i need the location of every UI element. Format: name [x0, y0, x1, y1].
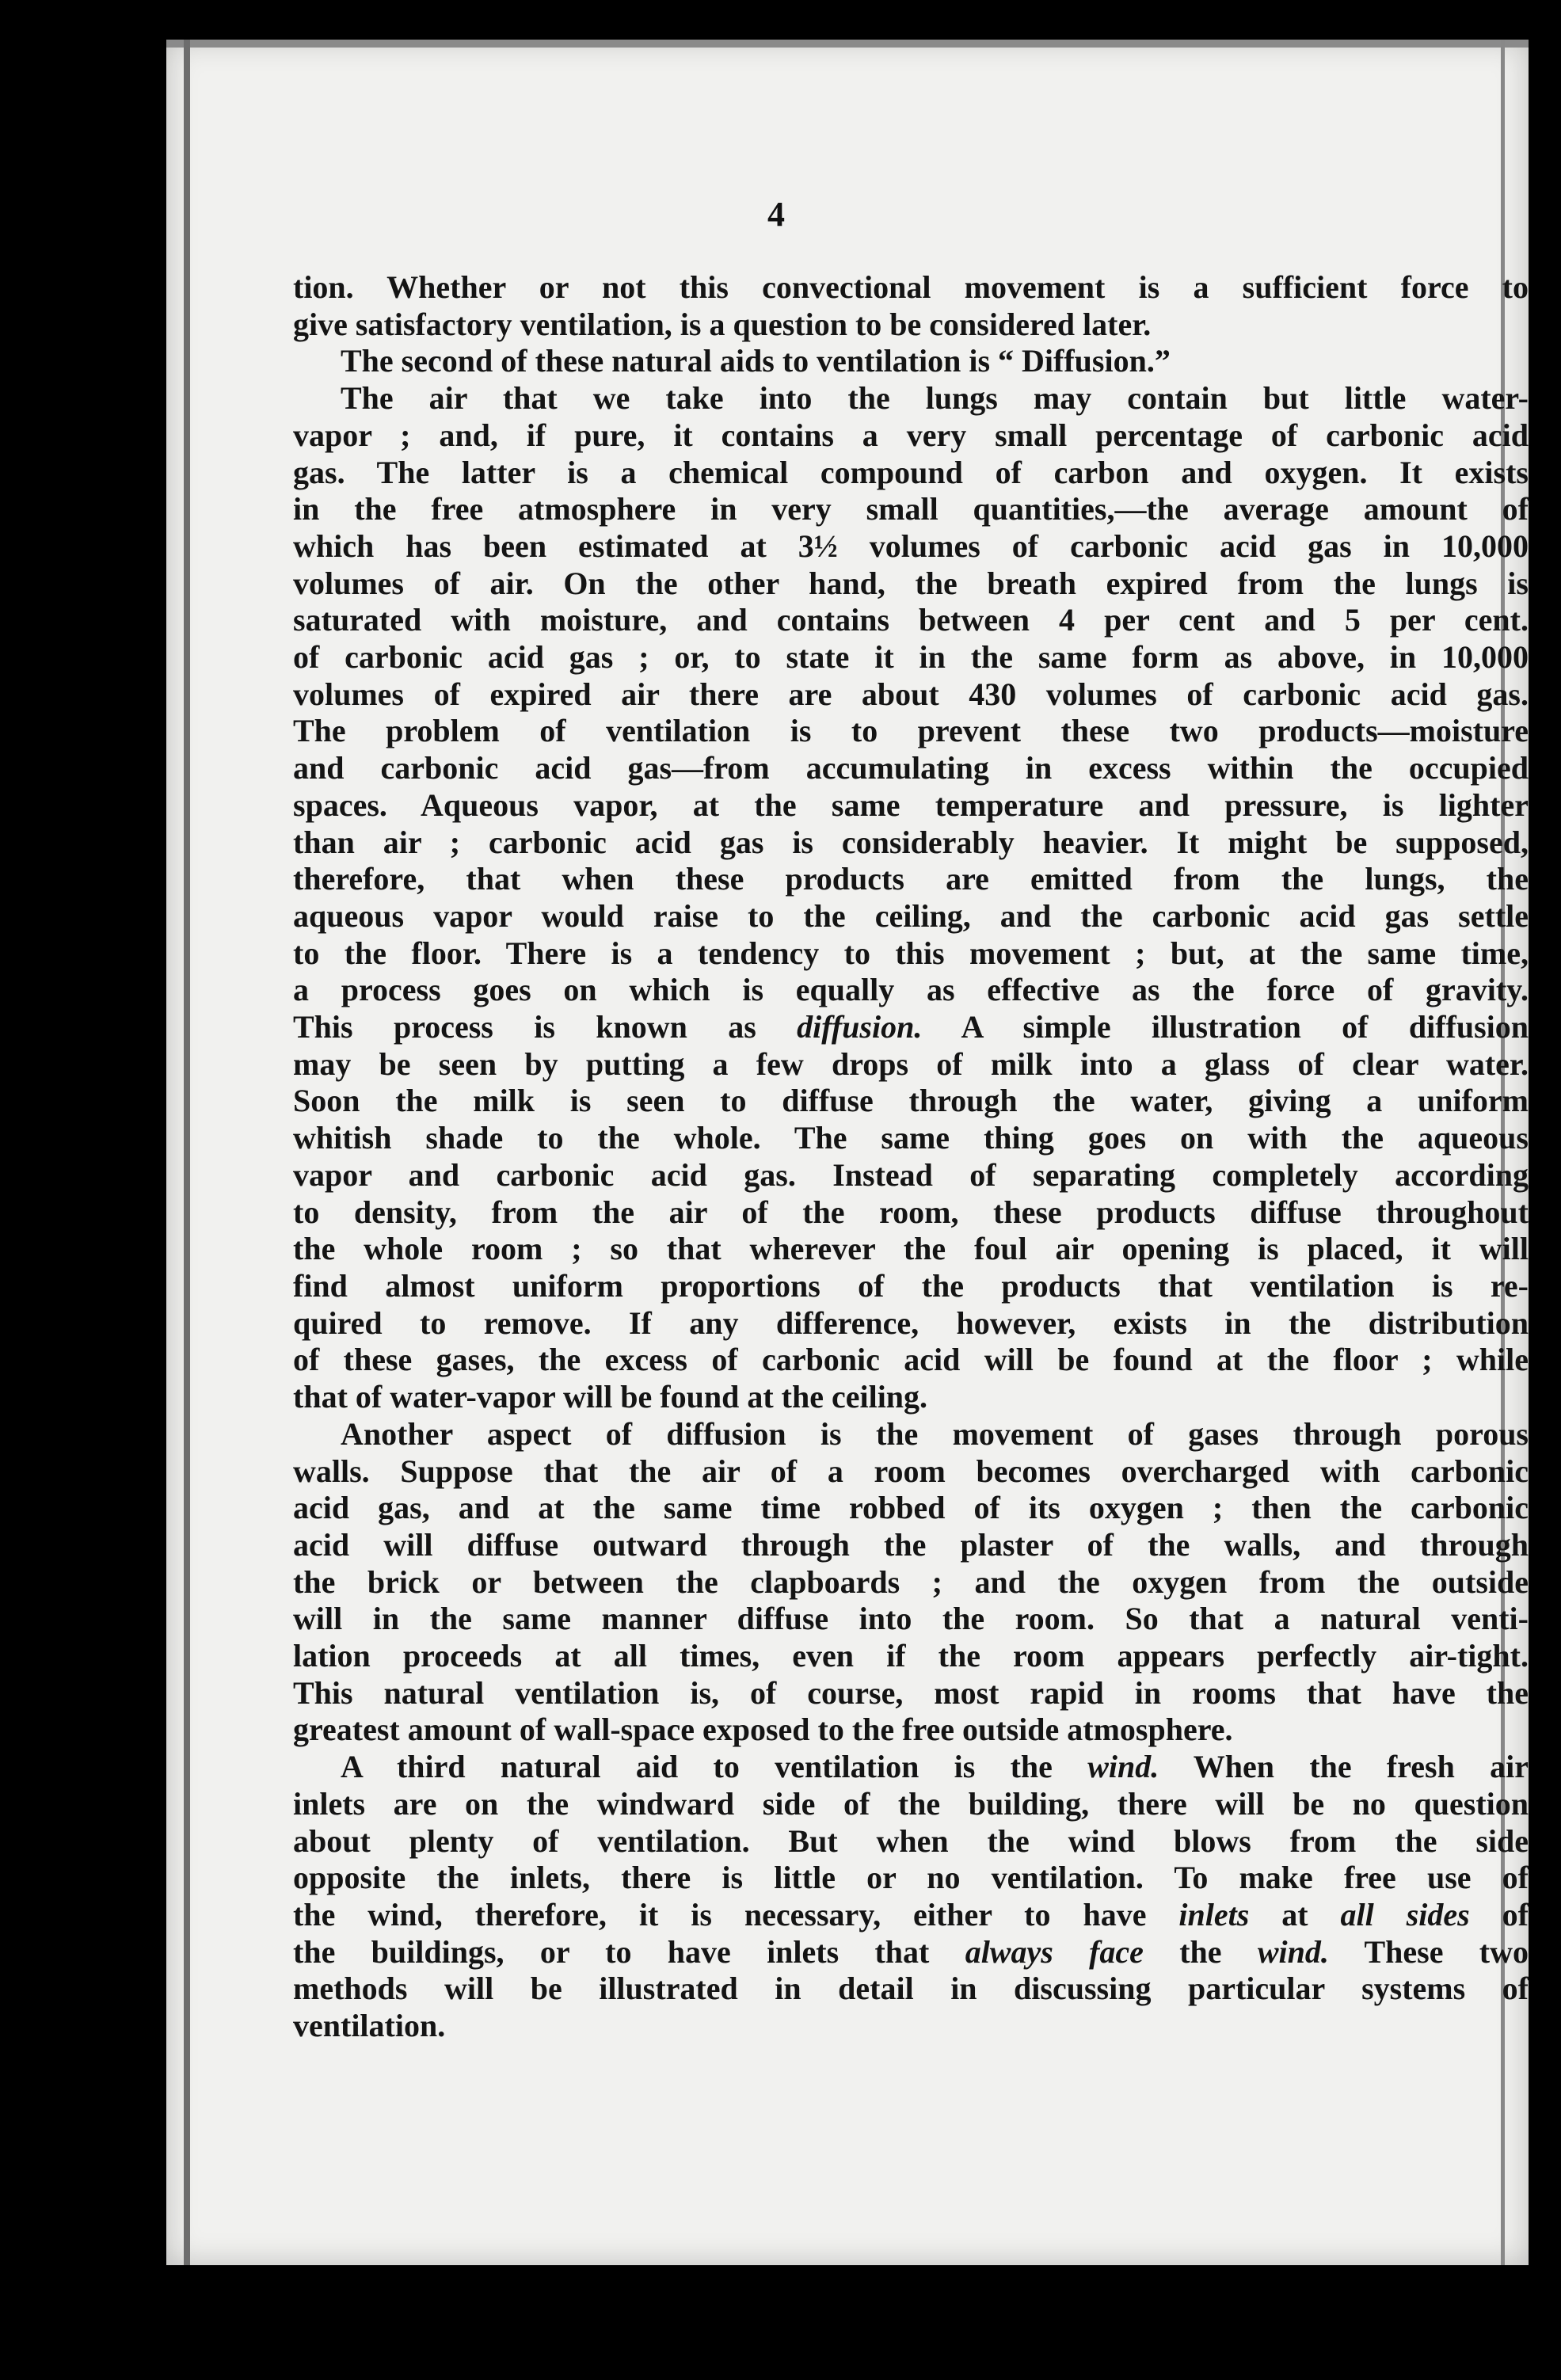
line-text: of carbonic acid gas ; or, to state it in the same form as above, in 10,000 [293, 639, 1529, 676]
line-text: the brick or between the clapboards ; and the oxygen from the outside [293, 1563, 1529, 1600]
text-line [293, 972, 1529, 1009]
line-text: The second of these natural aids to ventilation is “ Diffusion.” [341, 343, 1171, 379]
text-line [293, 1712, 1529, 1749]
text-line [293, 1305, 1529, 1342]
text-line [293, 1564, 1529, 1601]
line-text: acid gas, and at the same time robbed of its oxygen ; then the carbonic [293, 1490, 1529, 1526]
line-text: in the free atmosphere in very small quantities,—the average amount of [293, 491, 1529, 527]
line-text: may be seen by putting a few drops of milk into a glass of clear water. [293, 1045, 1529, 1082]
text-line [293, 1009, 1529, 1046]
text-line [293, 824, 1529, 862]
line-text: Soon the milk is seen to diffuse through the water, giving a uniform [293, 1083, 1529, 1119]
line-text: find almost uniform proportions of the products that ventilation is re- [293, 1267, 1529, 1304]
line-text: the whole room ; so that wherever the foul air opening is placed, it will [293, 1231, 1529, 1267]
text-line [293, 602, 1529, 639]
text-line [293, 380, 1529, 417]
text-line [293, 565, 1529, 603]
line-text: acid will diffuse outward through the plaster of the walls, and through [293, 1526, 1529, 1563]
line-text: tion. Whether or not this convectional movement is a sufficient force to [293, 269, 1529, 305]
page-number: 4 [767, 195, 785, 234]
line-text: These two [1328, 1933, 1529, 1970]
line-text: will in the same manner diffuse into the room. So that a natural venti- [293, 1601, 1529, 1637]
line-text: therefore, that when these products are emitted from the lungs, the [293, 861, 1529, 897]
line-text: quired to remove. If any difference, however, exists in the distribution [293, 1304, 1529, 1341]
line-text: than air ; carbonic acid gas is considerably heavier. It might be supposed, [293, 824, 1529, 860]
line-text: to the floor. There is a tendency to this movement ; but, at the same time, [293, 935, 1529, 971]
text-line [293, 1453, 1529, 1491]
line-text: inlets are on the windward side of the building, there will be no question [293, 1785, 1529, 1822]
text-line [293, 1601, 1529, 1638]
italic-text: diffusion. [797, 1009, 923, 1045]
line-text: which has been estimated at 3½ volumes of carbonic acid gas in 10,000 [293, 527, 1529, 564]
text-line [293, 1490, 1529, 1527]
text-line [293, 491, 1529, 528]
text-line [293, 1083, 1529, 1120]
italic-text: wind. [1257, 1933, 1329, 1970]
line-text: at [1249, 1896, 1341, 1933]
scanned-page [166, 40, 1529, 2265]
text-line [293, 1416, 1529, 1453]
line-text: aqueous vapor would raise to the ceiling, and the carbonic acid gas settle [293, 897, 1529, 934]
line-text: saturated with moisture, and contains between 4 per cent and 5 per cent. [293, 602, 1529, 638]
text-line [293, 1971, 1529, 2008]
italic-text: always face [965, 1933, 1144, 1970]
text-line [293, 639, 1529, 676]
line-text: greatest amount of wall-space exposed to the free outside atmosphere. [293, 1712, 1233, 1748]
line-text: ventilation. [293, 2008, 446, 2044]
line-text: This natural ventilation is, of course, most rapid in rooms that have the [293, 1674, 1529, 1711]
line-text: the buildings, or to have inlets that [293, 1933, 965, 1970]
text-line [293, 2008, 1529, 2045]
line-text: Another aspect of diffusion is the movement of gases through porous [341, 1415, 1529, 1452]
line-text: and carbonic acid gas—from accumulating in excess within the occupied [293, 750, 1529, 786]
text-line [293, 307, 1529, 344]
page-top-border [166, 40, 1529, 48]
italic-text: inlets [1178, 1896, 1250, 1933]
text-line [293, 528, 1529, 565]
text-line [293, 1194, 1529, 1232]
text-line [293, 1675, 1529, 1712]
text-line [293, 1860, 1529, 1897]
line-text: walls. Suppose that the air of a room becomes overcharged with carbonic [293, 1453, 1529, 1489]
text-line [293, 1527, 1529, 1564]
text-line [293, 1749, 1529, 1786]
line-text: lation proceeds at all times, even if the room appears perfectly air-tight. [293, 1638, 1529, 1674]
line-text: This process is known as [293, 1009, 798, 1045]
line-text: give satisfactory ventilation, is a question to be considered later. [293, 306, 1152, 342]
text-line [293, 417, 1529, 455]
text-line [293, 898, 1529, 935]
italic-text: all sides [1340, 1896, 1470, 1933]
text-line [293, 455, 1529, 492]
text-line [293, 750, 1529, 787]
text-line [293, 1046, 1529, 1083]
text-line [293, 269, 1529, 307]
line-text: spaces. Aqueous vapor, at the same temperature and pressure, is lighter [293, 786, 1529, 823]
text-line [293, 1342, 1529, 1379]
line-text: to density, from the air of the room, these products diffuse throughout [293, 1194, 1529, 1230]
line-text: the wind, therefore, it is necessary, either to have [293, 1896, 1179, 1933]
line-text: about plenty of ventilation. But when the wind blows from the side [293, 1822, 1529, 1859]
line-text: The air that we take into the lungs may contain but little water- [341, 380, 1529, 417]
text-line [293, 1157, 1529, 1194]
italic-text: wind. [1087, 1749, 1159, 1785]
text-line [293, 1268, 1529, 1305]
text-line [293, 1823, 1529, 1860]
text-line [293, 343, 1529, 380]
line-text: The problem of ventilation is to prevent these two products—moisture [293, 713, 1529, 749]
page-left-edge [184, 40, 190, 2265]
text-line [293, 935, 1529, 973]
text-line [293, 1379, 1529, 1416]
text-line [293, 1120, 1529, 1157]
line-text: a process goes on which is equally as effective as the force of gravity. [293, 972, 1529, 1008]
text-line [293, 1934, 1529, 1971]
line-text: of these gases, the excess of carbonic acid will be found at the floor ; while [293, 1342, 1529, 1378]
line-text: the [1143, 1933, 1258, 1970]
text-line [293, 1231, 1529, 1268]
text-line [293, 713, 1529, 750]
line-text: vapor ; and, if pure, it contains a very small percentage of carbonic acid [293, 417, 1529, 453]
text-line [293, 861, 1529, 898]
line-text: opposite the inlets, there is little or no ventilation. To make free use of [293, 1860, 1529, 1896]
text-line [293, 1638, 1529, 1675]
text-line [293, 676, 1529, 714]
line-text: gas. The latter is a chemical compound of carbon and oxygen. It exists [293, 454, 1529, 490]
line-text: volumes of expired air there are about 430 volumes of carbonic acid gas. [293, 676, 1529, 712]
line-text: methods will be illustrated in detail in discussing particular systems of [293, 1971, 1529, 2007]
line-text: of [1469, 1896, 1529, 1933]
text-line [293, 1786, 1529, 1823]
text-line [293, 787, 1529, 824]
line-text: whitish shade to the whole. The same thing goes on with the aqueous [293, 1120, 1529, 1156]
line-text: A simple illustration of diffusion [922, 1009, 1529, 1045]
line-text: that of water-vapor will be found at the ceiling. [293, 1379, 928, 1415]
line-text: When the fresh air [1159, 1749, 1529, 1785]
line-text: volumes of air. On the other hand, the breath expired from the lungs is [293, 565, 1529, 601]
line-text: vapor and carbonic acid gas. Instead of separating completely according [293, 1156, 1529, 1193]
text-line [293, 1897, 1529, 1934]
line-text: A third natural aid to ventilation is the [341, 1749, 1088, 1785]
body-text [293, 269, 1529, 2045]
